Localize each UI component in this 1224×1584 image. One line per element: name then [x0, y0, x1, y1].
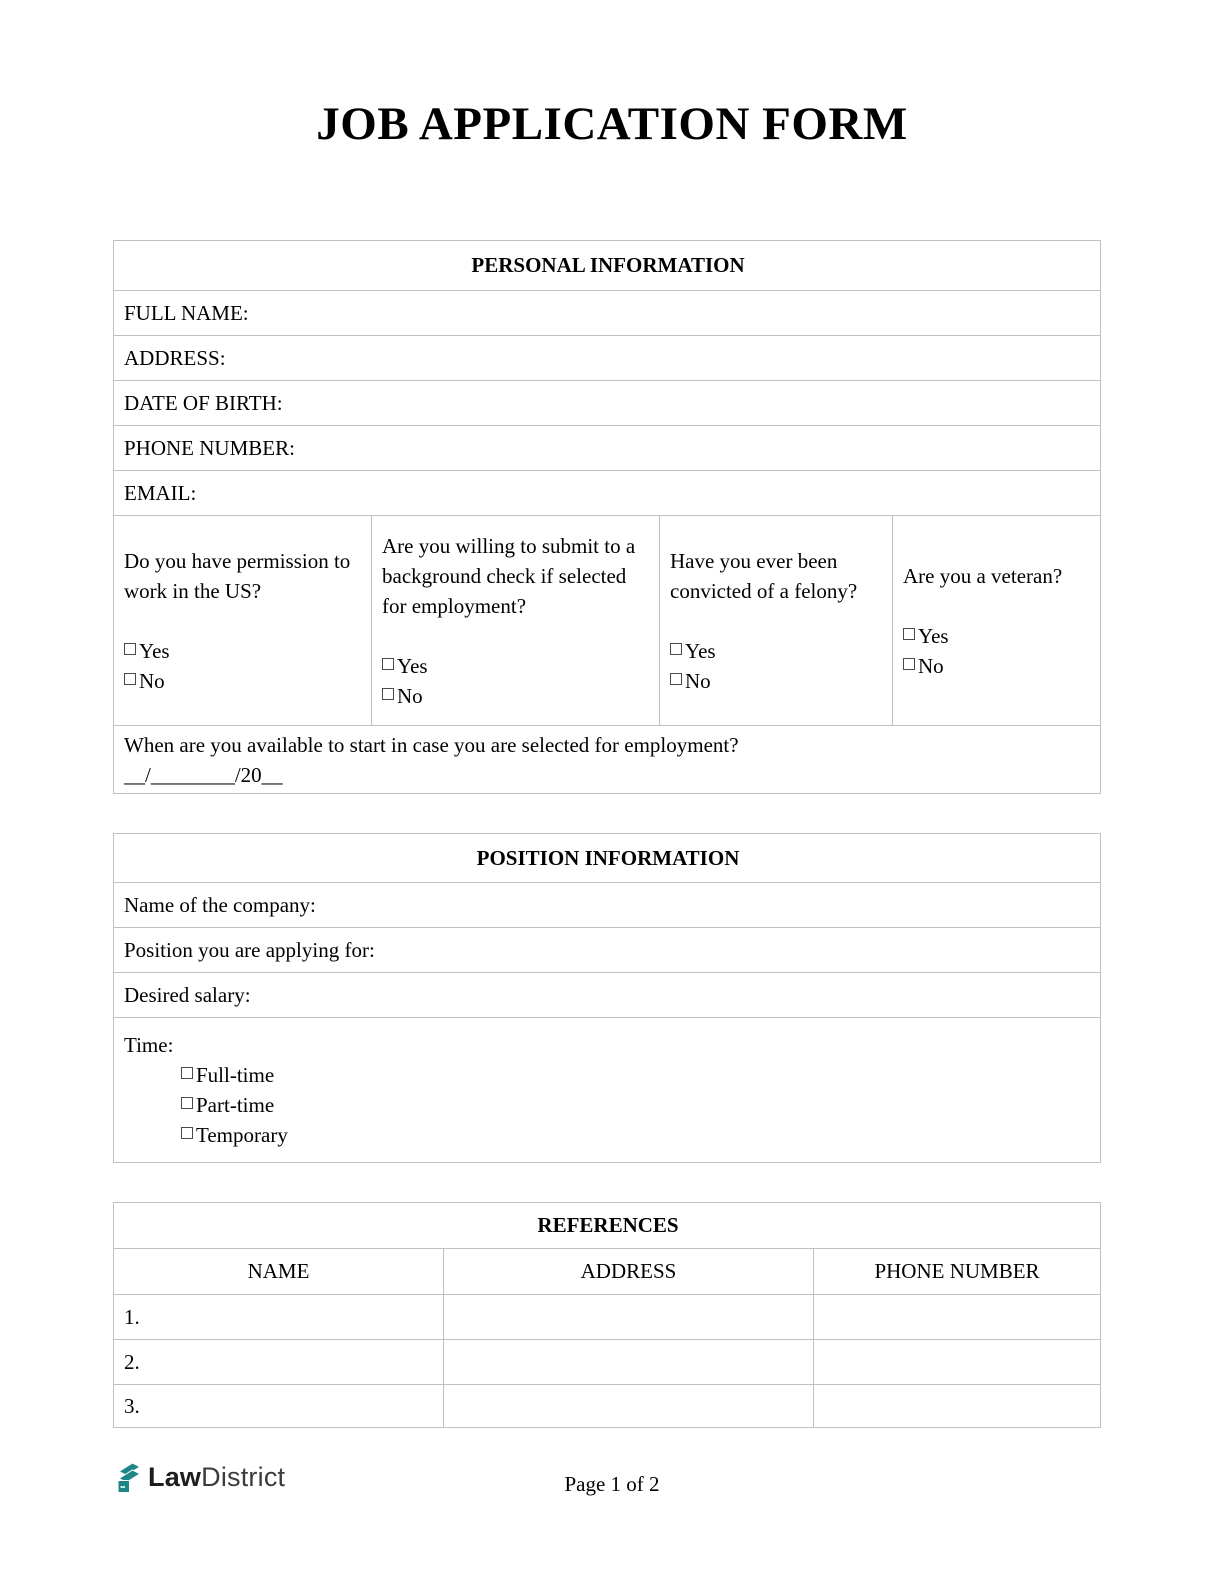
logo-district: District: [201, 1462, 286, 1492]
checkbox-label: No: [397, 683, 423, 708]
option-temporary: [124, 1120, 1092, 1150]
question-work-permission: [114, 516, 372, 726]
field-address: ADDRESS:: [114, 336, 1101, 381]
references-header-row: [114, 1203, 1101, 1249]
checkbox-label: No: [918, 653, 944, 678]
section-header-personal: PERSONAL INFORMATION: [114, 241, 1101, 291]
section-header-position: POSITION INFORMATION: [114, 834, 1101, 883]
column-header-address: ADDRESS: [444, 1249, 814, 1295]
field-date-of-birth: DATE OF BIRTH:: [114, 381, 1101, 426]
references-table: [113, 1202, 1101, 1428]
reference-number: 2.: [114, 1340, 444, 1385]
reference-address-cell: [444, 1295, 814, 1340]
option-no: [382, 681, 651, 711]
question-background-check: [372, 516, 660, 726]
field-row: [114, 426, 1101, 471]
option-yes: [670, 636, 884, 666]
table-row: [114, 1340, 1101, 1385]
reference-phone-cell: [814, 1340, 1101, 1385]
option-part-time: [124, 1090, 1092, 1120]
reference-number: 3.: [114, 1385, 444, 1428]
option-no: [903, 651, 1092, 681]
checkbox-label: Full-time: [196, 1063, 275, 1087]
time-cell: [114, 1018, 1101, 1163]
reference-address-cell: [444, 1340, 814, 1385]
column-header-phone-number: PHONE NUMBER: [814, 1249, 1101, 1295]
reference-number: 1.: [114, 1295, 444, 1340]
question-text: Do you have permission to work in the US?: [124, 548, 351, 603]
checkbox-icon[interactable]: [124, 643, 136, 655]
page-title: JOB APPLICATION FORM: [316, 98, 908, 150]
questions-row: [114, 516, 1101, 726]
checkbox-icon[interactable]: [181, 1127, 193, 1139]
time-row: [114, 1018, 1101, 1163]
field-row: [114, 291, 1101, 336]
field-row: [114, 973, 1101, 1018]
question-text: Are you willing to submit to a background check if selected for employment?: [382, 533, 636, 618]
checkbox-icon[interactable]: [903, 658, 915, 670]
reference-phone-cell: [814, 1295, 1101, 1340]
field-row: [114, 336, 1101, 381]
position-information-table: [113, 833, 1101, 1163]
page-number: Page 1 of 2: [564, 1472, 660, 1496]
checkbox-label: Part-time: [196, 1093, 275, 1117]
time-label: Time:: [124, 1033, 174, 1057]
section-header-references: REFERENCES: [114, 1203, 1101, 1249]
reference-address-cell: [444, 1385, 814, 1428]
question-felony: [660, 516, 893, 726]
checkbox-label: Yes: [918, 623, 949, 648]
option-yes: [903, 621, 1092, 651]
column-header-name: NAME: [114, 1249, 444, 1295]
checkbox-label: No: [139, 668, 165, 693]
field-email: EMAIL:: [114, 471, 1101, 516]
checkbox-label: Yes: [397, 653, 428, 678]
availability-cell: [114, 726, 1101, 794]
field-company-name: Name of the company:: [114, 883, 1101, 928]
checkbox-label: Temporary: [196, 1123, 288, 1147]
option-full-time: [124, 1060, 1092, 1090]
option-no: [670, 666, 884, 696]
checkbox-icon[interactable]: [670, 643, 682, 655]
field-row: [114, 381, 1101, 426]
checkbox-icon[interactable]: [382, 658, 394, 670]
field-row: [114, 471, 1101, 516]
question-veteran: [893, 516, 1101, 726]
question-text: Have you ever been convicted of a felony?: [670, 548, 858, 603]
availability-question: When are you available to start in case you are selected for employment?: [124, 732, 739, 757]
logo-law: Law: [148, 1462, 202, 1492]
availability-answer-line: __/________/20__: [124, 762, 283, 787]
personal-information-table: [113, 240, 1101, 794]
checkbox-label: No: [685, 668, 711, 693]
field-desired-salary: Desired salary:: [114, 973, 1101, 1018]
position-header-row: [114, 834, 1101, 883]
checkbox-icon[interactable]: [181, 1097, 193, 1109]
field-phone-number: PHONE NUMBER:: [114, 426, 1101, 471]
checkbox-icon[interactable]: [670, 673, 682, 685]
checkbox-icon[interactable]: [181, 1067, 193, 1079]
option-yes: [124, 636, 363, 666]
field-row: [114, 883, 1101, 928]
checkbox-label: Yes: [685, 638, 716, 663]
checkbox-icon[interactable]: [903, 628, 915, 640]
field-full-name: FULL NAME:: [114, 291, 1101, 336]
availability-row: [114, 726, 1101, 794]
references-column-header-row: [114, 1249, 1101, 1295]
reference-phone-cell: [814, 1385, 1101, 1428]
checkbox-icon[interactable]: [124, 673, 136, 685]
table-row: [114, 1385, 1101, 1428]
table-row: [114, 1295, 1101, 1340]
option-yes: [382, 651, 651, 681]
option-no: [124, 666, 363, 696]
checkbox-label: Yes: [139, 638, 170, 663]
personal-header-row: [114, 241, 1101, 291]
question-text: Are you a veteran?: [903, 563, 1063, 588]
field-position-applying: Position you are applying for:: [114, 928, 1101, 973]
checkbox-icon[interactable]: [382, 688, 394, 700]
field-row: [114, 928, 1101, 973]
